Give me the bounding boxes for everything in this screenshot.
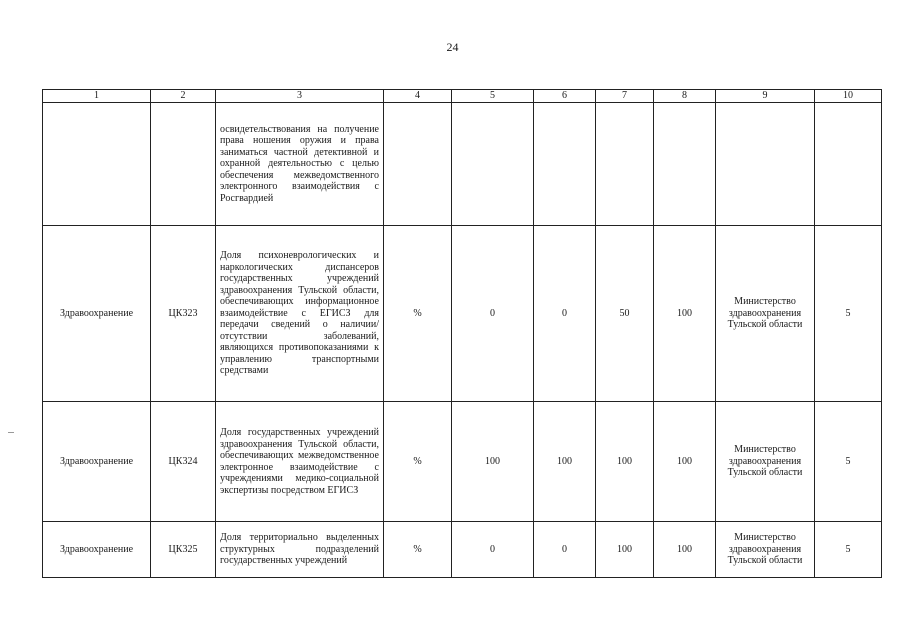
sector-cell: Здравоохранение [43,522,151,578]
value-cell [815,103,882,226]
description-cell: Доля государственных учреждений здравоохранения Тульской области, обеспечивающих межведомственное электронное взаимодействие с учреждениями медико-социальной экспертизы посредством ЕГИСЗ [216,402,384,522]
value-cell [534,103,596,226]
description-cell: освидетельствования на получение права ношения оружия и права заниматься частной детективной и охранной деятельностью с целью обеспечения межведомственного электронного взаимодействия с Росгвардией [216,103,384,226]
value-cell: 100 [596,522,654,578]
margin-mark [8,432,14,433]
responsible-cell [716,103,815,226]
sector-cell: Здравоохранение [43,226,151,402]
unit-cell: % [384,402,452,522]
table-row [43,522,882,578]
code-cell [151,103,216,226]
value-cell: 0 [534,226,596,402]
value-cell [452,103,534,226]
table-row [43,402,882,522]
value-cell: 5 [815,522,882,578]
value-cell: 100 [534,402,596,522]
column-header: 7 [596,90,654,103]
value-cell: 5 [815,226,882,402]
code-cell: ЦК324 [151,402,216,522]
value-cell: 100 [596,402,654,522]
page-number: 24 [446,40,459,54]
column-header: 8 [654,90,716,103]
value-cell: 0 [452,226,534,402]
value-cell: 0 [534,522,596,578]
table-header-row [43,90,882,103]
responsible-cell: Министерство здравоохранения Тульской области [716,522,815,578]
column-header: 3 [216,90,384,103]
table-row [43,103,882,226]
description-cell: Доля психоневрологических и наркологических диспансеров государственных учреждений здравоохранения Тульской области, обеспечивающих информационное взаимодействие с ЕГИСЗ для передачи сведений о наличии/отсутствии заболеваний, являющихся противопоказаниями к управлению транспортными средствами [216,226,384,402]
value-cell: 100 [452,402,534,522]
column-header: 5 [452,90,534,103]
value-cell [596,103,654,226]
table-row [43,226,882,402]
value-cell: 50 [596,226,654,402]
sector-cell [43,103,151,226]
responsible-cell: Министерство здравоохранения Тульской области [716,226,815,402]
code-cell: ЦК323 [151,226,216,402]
unit-cell: % [384,522,452,578]
value-cell: 0 [452,522,534,578]
unit-cell [384,103,452,226]
value-cell: 100 [654,402,716,522]
column-header: 9 [716,90,815,103]
sector-cell: Здравоохранение [43,402,151,522]
column-header: 4 [384,90,452,103]
column-header: 6 [534,90,596,103]
value-cell: 100 [654,226,716,402]
column-header: 2 [151,90,216,103]
value-cell: 100 [654,522,716,578]
column-header: 1 [43,90,151,103]
value-cell [654,103,716,226]
indicators-table [42,89,882,578]
responsible-cell: Министерство здравоохранения Тульской области [716,402,815,522]
unit-cell: % [384,226,452,402]
column-header: 10 [815,90,882,103]
description-cell: Доля территориально выделенных структурных подразделений государственных учреждений [216,522,384,578]
value-cell: 5 [815,402,882,522]
code-cell: ЦК325 [151,522,216,578]
